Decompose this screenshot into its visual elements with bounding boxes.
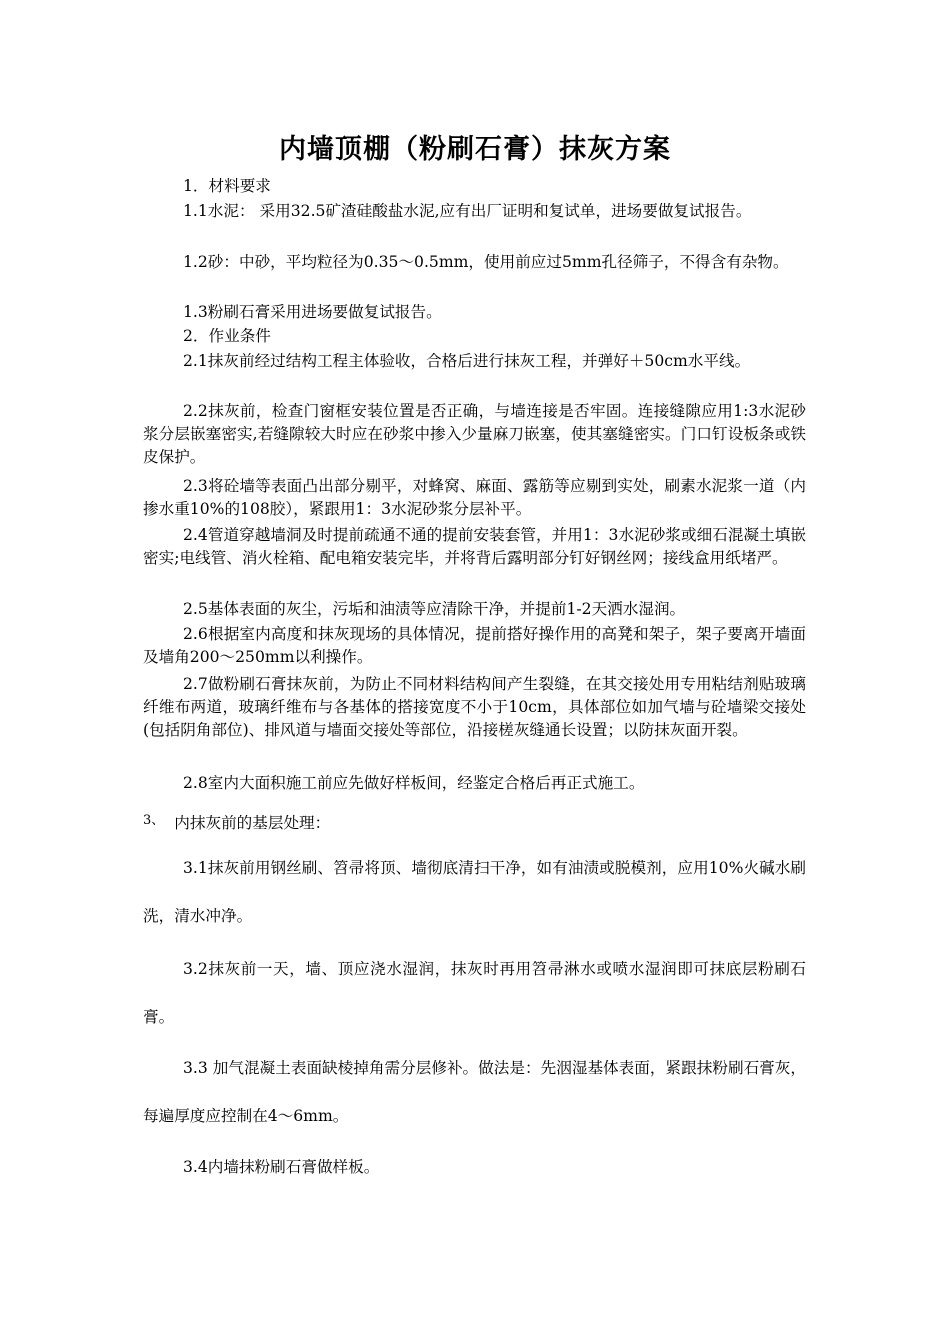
paragraph-2-8: 2.8室内大面积施工前应先做好样板间，经鉴定合格后再正式施工。 [183, 774, 645, 792]
paragraph-3-4: 3.4内墙抹粉刷石膏做样板。 [183, 1158, 380, 1176]
paragraph-1-1: 1.1水泥： 采用32.5矿渣硅酸盐水泥,应有出厂证明和复试单，进场要做复试报告。 [183, 202, 752, 220]
paragraph-2-3: 2.3将砼墙等表面凸出部分剔平，对蜂窝、麻面、露筋等应剔到实处，刷素水泥浆一道（内掺水重10%的108胶），紧跟用1：3水泥砂浆分层补平。 [143, 477, 806, 518]
section-1-heading: 1．材料要求 [183, 177, 271, 195]
paragraph-2-5: 2.5基体表面的灰尘，污垢和油渍等应清除干净，并提前1-2天洒水湿润。 [183, 600, 686, 618]
section-3-title: 内抹灰前的基层处理： [174, 814, 331, 832]
paragraph-3-1: 3.1抹灰前用钢丝刷、笤帚将顶、墙彻底清扫干净，如有油渍或脱模剂，应用10%火碱水刷洗，清水冲净。 [143, 859, 806, 925]
paragraph-2-4: 2.4管道穿越墙洞及时提前疏通不通的提前安装套管，并用1：3水泥砂浆或细石混凝土填嵌密实;电线管、消火栓箱、配电箱安装完毕，并将背后露明部分钉好钢丝网；接线盒用纸堵严。 [143, 526, 806, 567]
paragraph-2-2: 2.2抹灰前，检查门窗框安装位置是否正确，与墙连接是否牢固。连接缝隙应用1:3水泥砂浆分层嵌塞密实,若缝隙较大时应在砂浆中掺入少量麻刀嵌塞，使其塞缝密实。门口钉设板条或铁皮保护。 [143, 402, 806, 466]
paragraph-1-3: 1.3粉刷石膏采用进场要做复试报告。 [183, 303, 442, 321]
section-2-heading: 2．作业条件 [183, 327, 271, 345]
document-title: 内墙顶棚（粉刷石膏）抹灰方案 [279, 134, 671, 165]
paragraph-1-2: 1.2砂：中砂，平均粒径为0.35～0.5mm，使用前应过5mm孔径筛子，不得含有杂物。 [183, 253, 789, 271]
section-3-number: 3、 [143, 813, 165, 828]
paragraph-2-1: 2.1抹灰前经过结构工程主体验收，合格后进行抹灰工程，并弹好＋50cm水平线。 [183, 352, 751, 370]
paragraph-2-7: 2.7做粉刷石膏抹灰前，为防止不同材料结构间产生裂缝，在其交接处用专用粘结剂贴玻璃纤维布两道，玻璃纤维布与各基体的搭接宽度不小于10cm，具体部位如加气墙与砼墙梁交接处(包括阴角部位)、排风道与墙面交接处等部位，沿接槎灰缝通长设置；以防抹灰面开裂。 [143, 675, 806, 739]
paragraph-3-2: 3.2抹灰前一天，墙、顶应浇水湿润，抹灰时再用笤帚淋水或喷水湿润即可抹底层粉刷石膏。 [143, 960, 806, 1026]
paragraph-2-6: 2.6根据室内高度和抹灰现场的具体情况，提前搭好操作用的高凳和架子，架子要离开墙面及墙角200～250mm以利操作。 [143, 625, 806, 666]
paragraph-3-3: 3.3 加气混凝土表面缺棱掉角需分层修补。做法是：先洇湿基体表面，紧跟抹粉刷石膏灰，每遍厚度应控制在4～6mm。 [143, 1059, 806, 1125]
section-3-heading [143, 806, 330, 838]
